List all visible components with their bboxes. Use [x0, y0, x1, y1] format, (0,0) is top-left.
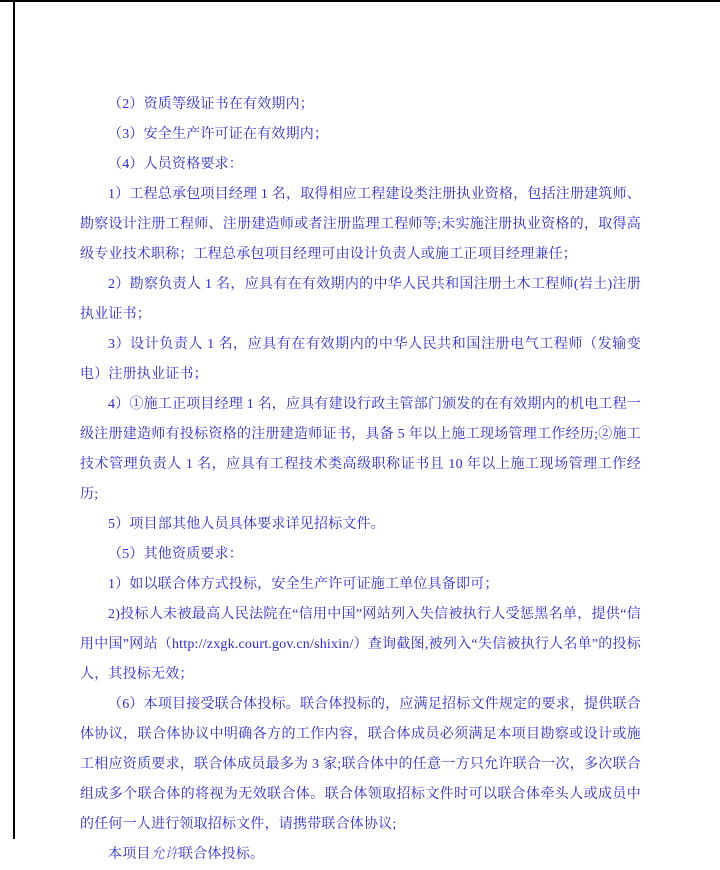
paragraph-design-lead: 3）设计负责人 1 名，应具有在有效期内的中华人民共和国注册电气工程师（发输变电）注册执业证书； [80, 337, 641, 382]
page-border-left [13, 0, 15, 839]
paragraph-survey-lead: 2）勘察负责人 1 名，应具有在有效期内的中华人民共和国注册土木工程师(岩土)注册执业证书； [80, 277, 641, 322]
paragraph-consortium-allowed [80, 840, 641, 870]
paragraph-personnel-heading: （4）人员资格要求： [108, 157, 243, 172]
paragraph-construction-manager: 4）①施工正项目经理 1 名，应具有建设行政主管部门颁发的在有效期内的机电工程一级注册建造师有投标资格的注册建造师证书，具备 5 年以上施工现场管理工作经历;②施工技术管理负责人 1 名，应具有工程技术类高级职称证书且 10 年以上施工现场管理工作经历; [80, 397, 641, 502]
final-paragraph-emphasis: 允许 [150, 847, 180, 862]
paragraph-credit-china: 2)投标人未被最高人民法院在“信用中国”网站列入失信被执行人受惩黑名单，提供“信用中国”网站（http://zxgk.court.gov.cn/shixin/）查询截图,被列入“失信被执行人名单”的投标人，其投标无效； [80, 607, 641, 682]
paragraph-other-requirements-heading: （5）其他资质要求： [108, 547, 243, 562]
final-paragraph-suffix: 联合体投标。 [179, 847, 265, 862]
document-body [80, 90, 641, 870]
paragraph-other-staff: 5）项目部其他人员具体要求详见招标文件。 [108, 517, 385, 532]
paragraph-qualification-cert: （2）资质等级证书在有效期内； [108, 97, 314, 112]
paragraph-safety-license: （3）安全生产许可证在有效期内； [108, 127, 329, 142]
paragraph-consortium-rules: （6）本项目接受联合体投标。联合体投标的，应满足招标文件规定的要求，提供联合体协议，联合体协议中明确各方的工作内容，联合体成员必须满足本项目勘察或设计或施工相应资质要求，联合体成员最多为 3 家;联合体中的任意一方只允许联合一次，多次联合组成多个联合体的将视为无效联合体。联合体领取招标文件时可以联合体牵头人或成员中的任何一人进行领取招标文件，请携带联合体协议; [80, 697, 641, 832]
paragraph-epc-manager: 1）工程总承包项目经理 1 名，取得相应工程建设类注册执业资格，包括注册建筑师、勘察设计注册工程师、注册建造师或者注册监理工程师等;未实施注册执业资格的，取得高级专业技术职称；工程总承包项目经理可由设计负责人或施工正项目经理兼任； [80, 187, 641, 262]
page-border-top [0, 0, 720, 2]
final-paragraph-prefix: 本项目 [108, 847, 151, 862]
paragraph-consortium-safety: 1）如以联合体方式投标，安全生产许可证施工单位具备即可； [108, 577, 499, 592]
